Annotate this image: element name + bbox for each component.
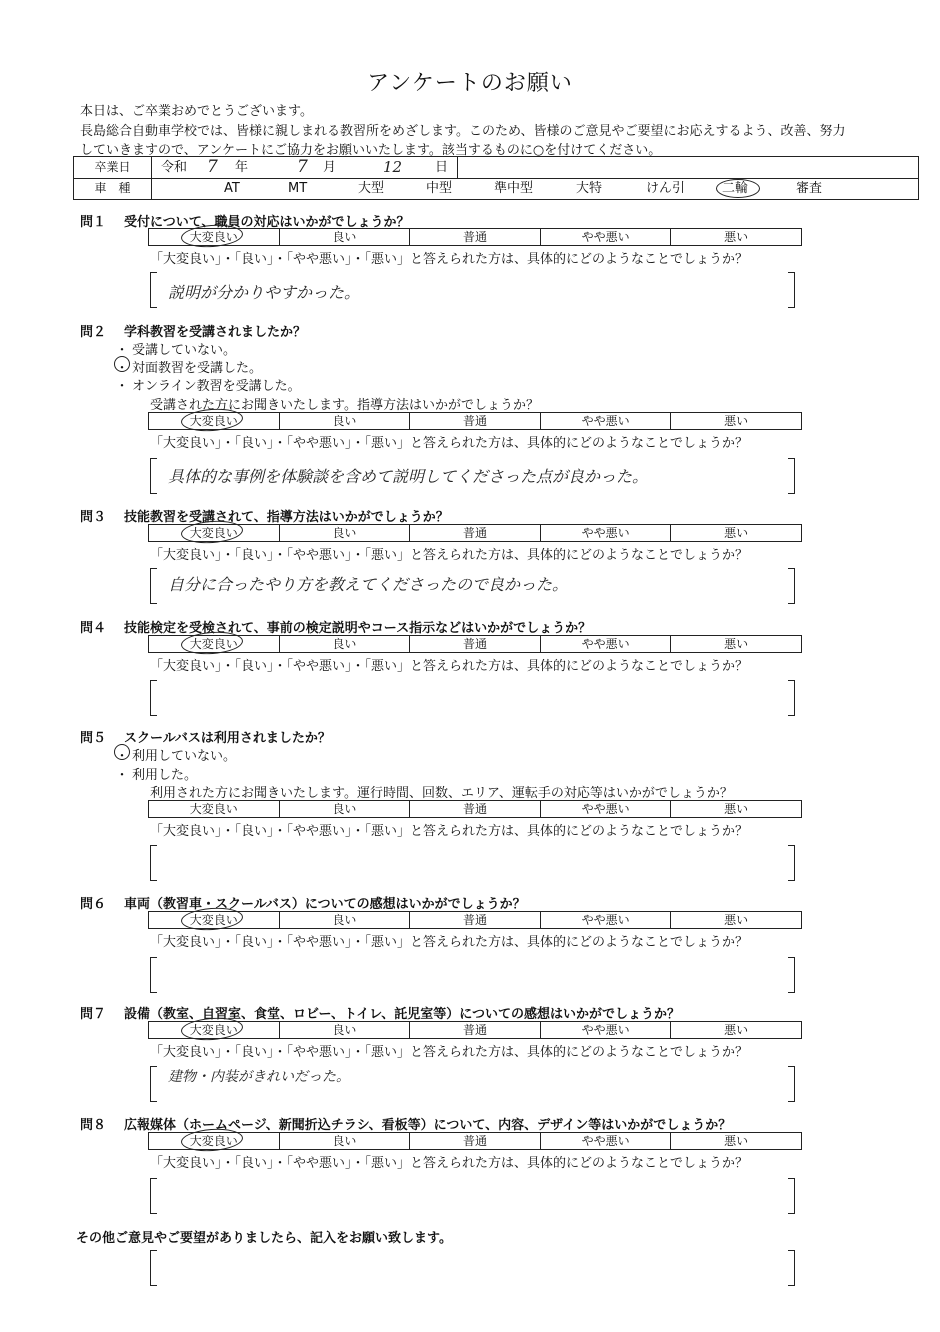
q2-choice-in-person-label: 対面教習を受講した。 bbox=[132, 361, 263, 376]
q2-bracket-left bbox=[150, 458, 157, 494]
q6-scale bbox=[148, 911, 802, 929]
q2-option-somewhat-bad[interactable] bbox=[541, 413, 672, 429]
type-towing[interactable]: けん引 bbox=[646, 181, 686, 196]
type-review[interactable]: 審査 bbox=[796, 181, 823, 196]
q5-option-average[interactable] bbox=[410, 801, 541, 817]
q6-followup-prompt: 「大変良い」・「良い」・「やや悪い」・「悪い」と答えられた方は、具体的にどのようなことでしょうか？ bbox=[150, 935, 749, 950]
q7-option-very-good[interactable] bbox=[149, 1022, 280, 1038]
q4-option-somewhat-bad[interactable] bbox=[541, 636, 672, 652]
year-unit: 年 bbox=[235, 160, 249, 175]
q7-bracket-right bbox=[788, 1066, 795, 1102]
q3-option-somewhat-bad[interactable] bbox=[541, 525, 672, 541]
q8-text: 広報媒体（ホームページ、新聞折込チラシ、看板等）について、内容、デザイン等はいかがでしょうか？ bbox=[124, 1118, 732, 1133]
q4-option-bad[interactable] bbox=[671, 636, 801, 652]
q7-option-somewhat-bad[interactable] bbox=[541, 1022, 672, 1038]
q6-option-somewhat-bad-label: やや悪い bbox=[581, 913, 630, 927]
q5-selected-circle: ・ bbox=[112, 745, 132, 764]
q3-option-very-good-label: 大変良い bbox=[189, 526, 238, 540]
type-large[interactable]: 大型 bbox=[358, 181, 385, 196]
q2-option-very-good[interactable] bbox=[149, 413, 280, 429]
type-semi-medium[interactable]: 準中型 bbox=[494, 181, 534, 196]
q4-title bbox=[80, 617, 591, 636]
q6-option-good[interactable] bbox=[280, 912, 411, 928]
q2-text: 学科教習を受講されましたか？ bbox=[124, 325, 307, 340]
q4-option-very-good[interactable] bbox=[149, 636, 280, 652]
q5-option-somewhat-bad[interactable] bbox=[541, 801, 672, 817]
q3-option-bad-label: 悪い bbox=[724, 526, 749, 540]
q4-option-good[interactable] bbox=[280, 636, 411, 652]
q5-option-very-good-label: 大変良い bbox=[189, 802, 238, 816]
q4-option-very-good-label: 大変良い bbox=[189, 637, 238, 651]
q2-option-bad-label: 悪い bbox=[724, 414, 749, 428]
q3-bracket-left bbox=[150, 568, 157, 604]
q2-option-very-good-label: 大変良い bbox=[189, 414, 238, 428]
intro-line-1: 本日は、ご卒業おめでとうございます。 bbox=[80, 104, 313, 119]
q1-text: 受付について、職員の対応はいかがでしょうか？ bbox=[124, 215, 410, 230]
q3-followup-prompt: 「大変良い」・「良い」・「やや悪い」・「悪い」と答えられた方は、具体的にどのようなことでしょうか？ bbox=[150, 548, 749, 563]
q2-choice-online-bullet: ・ bbox=[115, 379, 129, 394]
type-medium[interactable]: 中型 bbox=[426, 181, 453, 196]
month-value: 7 bbox=[297, 157, 308, 177]
page-title: アンケートのお願い bbox=[367, 71, 573, 96]
vehicle-type-label: 車 種 bbox=[74, 178, 152, 199]
year-value: 7 bbox=[207, 157, 218, 177]
q2-option-average-label: 普通 bbox=[462, 414, 487, 428]
q5-choice-used-label: 利用した。 bbox=[132, 768, 198, 783]
intro-line-3: していきますので、アンケートにご協力をお願いいたします。該当するものに○を付けてください。 bbox=[80, 143, 662, 158]
q4-option-average-label: 普通 bbox=[462, 637, 487, 651]
q2-answer[interactable]: 具体的な事例を体験談を含めて説明してくださった点が良かった。 bbox=[168, 467, 649, 486]
q8-title bbox=[80, 1114, 731, 1133]
q2-number: 問２ bbox=[80, 325, 107, 340]
q6-number: 問６ bbox=[80, 897, 107, 912]
graduation-date-row bbox=[74, 157, 918, 179]
q8-bracket-left bbox=[150, 1178, 157, 1214]
q8-option-average[interactable] bbox=[410, 1133, 541, 1149]
q1-followup-prompt: 「大変良い」・「良い」・「やや悪い」・「悪い」と答えられた方は、具体的にどのようなことでしょうか？ bbox=[150, 252, 749, 267]
q6-text: 車両（教習車・スクールバス）についての感想はいかがでしょうか？ bbox=[124, 897, 526, 912]
q1-answer[interactable]: 説明が分かりやすかった。 bbox=[168, 283, 361, 302]
q6-bracket-right bbox=[788, 957, 795, 993]
q2-option-good[interactable] bbox=[280, 413, 411, 429]
q1-option-very-good[interactable] bbox=[149, 229, 280, 245]
q8-bracket-right bbox=[788, 1178, 795, 1214]
q5-option-somewhat-bad-label: やや悪い bbox=[581, 802, 630, 816]
q5-option-very-good[interactable] bbox=[149, 801, 280, 817]
intro-line-2: 長島総合自動車学校では、皆様に親しまれる教習所をめざします。このため、皆様のご意見やご要望にお応えするよう、改善、努力 bbox=[80, 124, 846, 139]
q7-text: 設備（教室、自習室、食堂、ロビー、トイレ、託児室等）についての感想はいかがでしょうか？ bbox=[124, 1007, 681, 1022]
q7-option-good-label: 良い bbox=[332, 1023, 357, 1037]
q2-option-good-label: 良い bbox=[332, 414, 357, 428]
q7-title bbox=[80, 1003, 680, 1022]
graduation-date-field[interactable] bbox=[151, 157, 458, 178]
q2-option-somewhat-bad-label: やや悪い bbox=[581, 414, 630, 428]
q5-option-bad-label: 悪い bbox=[724, 802, 749, 816]
q1-option-bad[interactable] bbox=[671, 229, 801, 245]
q7-answer[interactable]: 建物・内装がきれいだった。 bbox=[168, 1069, 350, 1085]
q3-scale bbox=[148, 524, 802, 542]
q3-answer[interactable]: 自分に合ったやり方を教えてくださったので良かった。 bbox=[168, 575, 569, 594]
q7-number: 問７ bbox=[80, 1007, 107, 1022]
q6-option-good-label: 良い bbox=[332, 913, 357, 927]
header-table bbox=[73, 156, 919, 200]
q6-option-average-label: 普通 bbox=[462, 913, 487, 927]
q1-option-average[interactable] bbox=[410, 229, 541, 245]
month-unit: 月 bbox=[323, 160, 337, 175]
q3-option-average-label: 普通 bbox=[462, 526, 487, 540]
q8-option-bad-label: 悪い bbox=[724, 1134, 749, 1148]
q1-option-good-label: 良い bbox=[332, 230, 357, 244]
q1-option-bad-label: 悪い bbox=[724, 230, 749, 244]
q2-option-average[interactable] bbox=[410, 413, 541, 429]
q5-choice-used-bullet: ・ bbox=[115, 768, 129, 783]
q8-number: 問８ bbox=[80, 1118, 107, 1133]
q3-bracket-right bbox=[788, 568, 795, 604]
q1-number: 問１ bbox=[80, 215, 107, 230]
q2-selected-circle: ・ bbox=[112, 357, 132, 376]
q8-option-bad[interactable] bbox=[671, 1133, 801, 1149]
q4-bracket-right bbox=[788, 680, 795, 716]
q2-option-bad[interactable] bbox=[671, 413, 801, 429]
q5-scale bbox=[148, 800, 802, 818]
q8-option-very-good[interactable] bbox=[149, 1133, 280, 1149]
q8-option-good-label: 良い bbox=[332, 1134, 357, 1148]
type-motorcycle[interactable]: 二輪 bbox=[722, 181, 749, 196]
q7-option-very-good-label: 大変良い bbox=[189, 1023, 238, 1037]
q6-option-bad[interactable] bbox=[671, 912, 801, 928]
q4-option-somewhat-bad-label: やや悪い bbox=[581, 637, 630, 651]
type-at[interactable]: AT bbox=[224, 181, 240, 196]
q7-scale bbox=[148, 1021, 802, 1039]
q2-choice-none[interactable] bbox=[112, 339, 236, 358]
q1-option-good[interactable] bbox=[280, 229, 411, 245]
era-label: 令和 bbox=[161, 160, 188, 175]
q7-option-bad[interactable] bbox=[671, 1022, 801, 1038]
q6-title bbox=[80, 893, 526, 912]
q4-option-average[interactable] bbox=[410, 636, 541, 652]
q4-number: 問４ bbox=[80, 621, 107, 636]
q3-option-very-good[interactable] bbox=[149, 525, 280, 541]
q6-bracket-left bbox=[150, 957, 157, 993]
q6-option-very-good[interactable] bbox=[149, 912, 280, 928]
q5-option-good[interactable] bbox=[280, 801, 411, 817]
q7-followup-prompt: 「大変良い」・「良い」・「やや悪い」・「悪い」と答えられた方は、具体的にどのようなことでしょうか？ bbox=[150, 1045, 749, 1060]
q8-scale bbox=[148, 1132, 802, 1150]
type-mt[interactable]: MT bbox=[288, 181, 308, 196]
q7-option-good[interactable] bbox=[280, 1022, 411, 1038]
q5-number: 問５ bbox=[80, 731, 107, 746]
q5-text: スクールバスは利用されましたか？ bbox=[124, 731, 331, 746]
q4-text: 技能検定を受検されて、事前の検定説明やコース指示などはいかがでしょうか？ bbox=[124, 621, 592, 636]
q1-bracket-left bbox=[150, 272, 157, 308]
q3-title bbox=[80, 506, 449, 525]
day-unit: 日 bbox=[435, 160, 449, 175]
q8-option-very-good-label: 大変良い bbox=[189, 1134, 238, 1148]
q4-scale bbox=[148, 635, 802, 653]
q8-option-somewhat-bad-label: やや悪い bbox=[581, 1134, 630, 1148]
q4-bracket-left bbox=[150, 680, 157, 716]
q3-option-good[interactable] bbox=[280, 525, 411, 541]
q5-followup-prompt: 「大変良い」・「良い」・「やや悪い」・「悪い」と答えられた方は、具体的にどのようなことでしょうか？ bbox=[150, 824, 749, 839]
q2-choice-online-label: オンライン教習を受講した。 bbox=[132, 379, 301, 394]
q7-option-average[interactable] bbox=[410, 1022, 541, 1038]
q4-option-bad-label: 悪い bbox=[724, 637, 749, 651]
q1-scale bbox=[148, 228, 802, 246]
q5-option-good-label: 良い bbox=[332, 802, 357, 816]
other-title: その他ご意見やご要望がありましたら、記入をお願い致します。 bbox=[76, 1231, 452, 1246]
q3-option-good-label: 良い bbox=[332, 526, 357, 540]
q6-option-average[interactable] bbox=[410, 912, 541, 928]
q6-option-very-good-label: 大変良い bbox=[189, 913, 238, 927]
q1-option-very-good-label: 大変良い bbox=[189, 230, 238, 244]
q5-choice-not-used[interactable] bbox=[112, 745, 236, 764]
q3-option-bad[interactable] bbox=[671, 525, 801, 541]
q2-title bbox=[80, 321, 306, 340]
q5-title bbox=[80, 727, 331, 746]
q4-option-good-label: 良い bbox=[332, 637, 357, 651]
q5-option-bad[interactable] bbox=[671, 801, 801, 817]
q1-option-average-label: 普通 bbox=[462, 230, 487, 244]
q7-option-somewhat-bad-label: やや悪い bbox=[581, 1023, 630, 1037]
q8-option-average-label: 普通 bbox=[462, 1134, 487, 1148]
q3-option-average[interactable] bbox=[410, 525, 541, 541]
q2-bracket-right bbox=[788, 458, 795, 494]
q8-option-somewhat-bad[interactable] bbox=[541, 1133, 672, 1149]
q6-option-somewhat-bad[interactable] bbox=[541, 912, 672, 928]
q5-choice-not-used-label: 利用していない。 bbox=[132, 749, 237, 764]
q7-bracket-left bbox=[150, 1066, 157, 1102]
q3-text: 技能教習を受講されて、指導方法はいかがでしょうか？ bbox=[124, 510, 449, 525]
vehicle-type-row bbox=[74, 178, 918, 199]
selected-type-circle bbox=[716, 179, 760, 198]
q2-followup-prompt: 「大変良い」・「良い」・「やや悪い」・「悪い」と答えられた方は、具体的にどのようなことでしょうか？ bbox=[150, 436, 749, 451]
q1-option-somewhat-bad[interactable] bbox=[541, 229, 672, 245]
q2-scale bbox=[148, 412, 802, 430]
q6-option-bad-label: 悪い bbox=[724, 913, 749, 927]
q2-choice-in-person[interactable] bbox=[112, 357, 262, 376]
type-special-large[interactable]: 大特 bbox=[576, 181, 603, 196]
q5-bracket-right bbox=[788, 845, 795, 881]
q5-sub-question: 利用された方にお聞きいたします。運行時間、回数、エリア、運転手の対応等はいかがでしょうか？ bbox=[150, 786, 733, 801]
q3-number: 問３ bbox=[80, 510, 107, 525]
q4-followup-prompt: 「大変良い」・「良い」・「やや悪い」・「悪い」と答えられた方は、具体的にどのようなことでしょうか？ bbox=[150, 659, 749, 674]
q7-option-bad-label: 悪い bbox=[724, 1023, 749, 1037]
other-bracket-right bbox=[788, 1250, 795, 1286]
q7-option-average-label: 普通 bbox=[462, 1023, 487, 1037]
other-bracket-left bbox=[150, 1250, 157, 1286]
q5-bracket-left bbox=[150, 845, 157, 881]
graduation-date-label: 卒業日 bbox=[74, 157, 152, 178]
q2-sub-question: 受講された方にお聞きいたします。指導方法はいかがでしょうか？ bbox=[150, 398, 539, 413]
q8-followup-prompt: 「大変良い」・「良い」・「やや悪い」・「悪い」と答えられた方は、具体的にどのようなことでしょうか？ bbox=[150, 1156, 749, 1171]
q1-bracket-right bbox=[788, 272, 795, 308]
q1-option-somewhat-bad-label: やや悪い bbox=[581, 230, 630, 244]
q2-choice-none-label: 受講していない。 bbox=[132, 343, 237, 358]
q8-option-good[interactable] bbox=[280, 1133, 411, 1149]
day-value: 12 bbox=[383, 158, 403, 176]
q2-choice-none-bullet: ・ bbox=[115, 343, 129, 358]
q5-choice-used[interactable] bbox=[112, 764, 197, 783]
q3-option-somewhat-bad-label: やや悪い bbox=[581, 526, 630, 540]
q5-option-average-label: 普通 bbox=[462, 802, 487, 816]
q2-choice-online[interactable] bbox=[112, 375, 301, 394]
